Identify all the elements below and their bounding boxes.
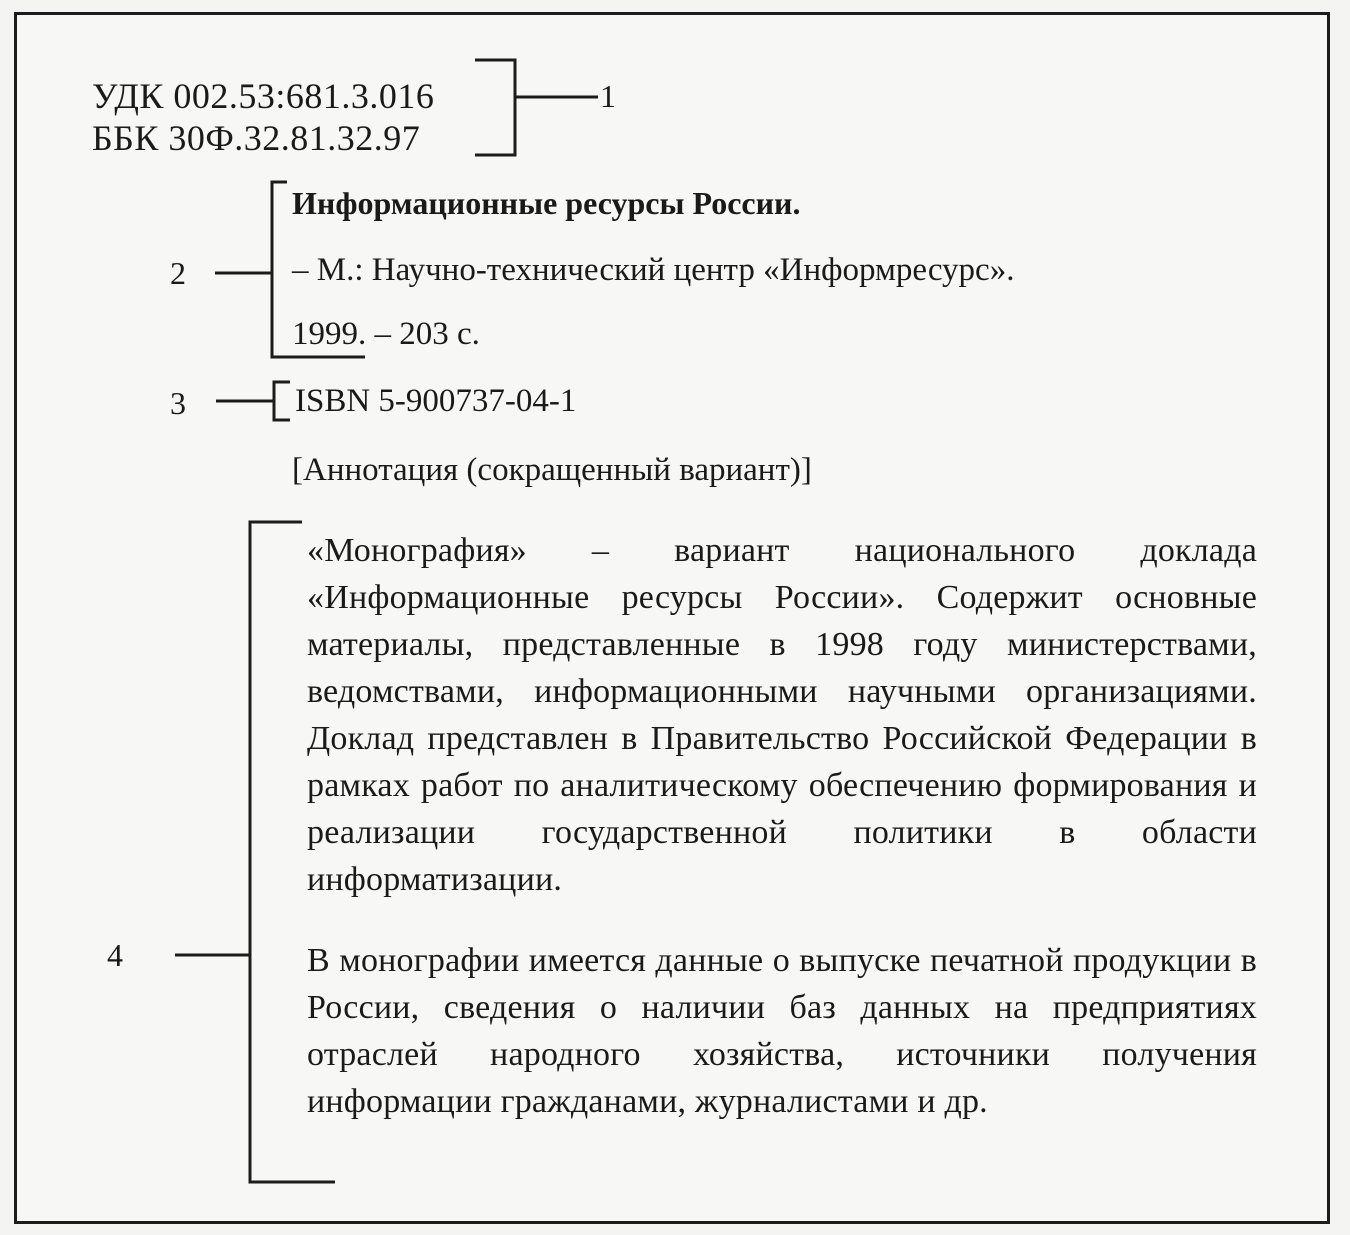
bracket-3 (274, 382, 290, 420)
bbk-code: ББК 30Ф.32.81.32.97 (92, 118, 421, 158)
year-pages-line: 1999. – 203 с. (292, 316, 480, 352)
annotation-paragraph-1: «Монография» – вариант национального доклада «Информационные ресурсы России». Содержит основные материалы, представленные в 1998 году министерствами, ведомствами, информационными научными организациями. Доклад представлен в Правительство Российской Федерации в рамках работ по аналитическому обеспечению формирования и реализации государственной политики в области информатизации. (307, 532, 1257, 898)
isbn-line: ISBN 5-900737-04-1 (295, 383, 577, 419)
annotation-paragraph-2: В монографии имеется данные о выпуске печатной продукции в России, сведения о наличии баз данных на предприятиях отраслей народного хозяйства, источники получения информации гражданами, журналистами и др. (307, 942, 1257, 1120)
label-2: 2 (170, 255, 186, 291)
label-4: 4 (107, 937, 123, 973)
publisher-line: – М.: Научно-технический центр «Информресурс». (292, 252, 1015, 288)
udk-code: УДК 002.53:681.3.016 (92, 76, 435, 116)
book-title: Информационные ресурсы России. (292, 185, 801, 221)
annotation-heading: [Аннотация (сокращенный вариант)] (292, 452, 812, 488)
label-3: 3 (170, 385, 186, 421)
bracket-1 (475, 60, 515, 155)
label-1: 1 (600, 78, 616, 114)
